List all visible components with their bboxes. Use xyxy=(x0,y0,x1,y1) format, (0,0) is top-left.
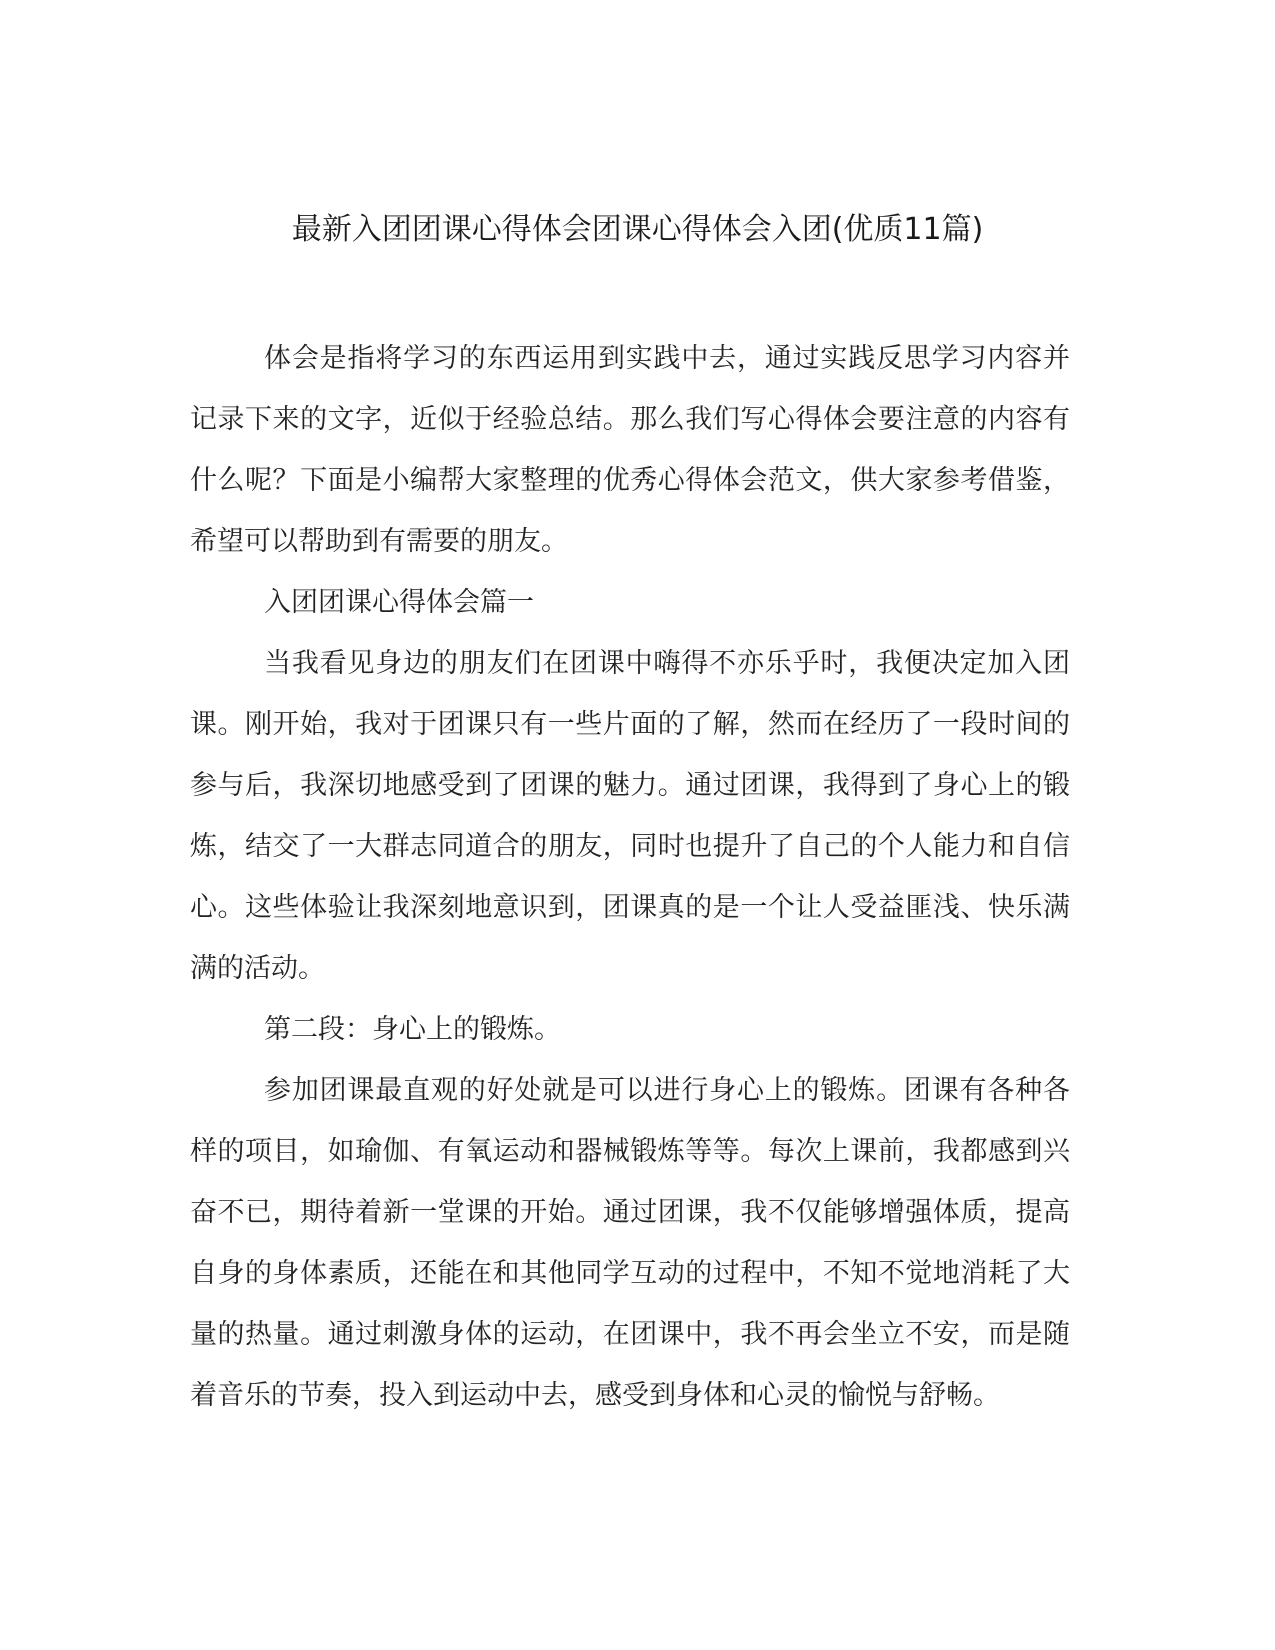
section-heading: 第二段：身心上的锻炼。 xyxy=(264,1014,561,1045)
section-heading: 入团团课心得体会篇一 xyxy=(264,587,534,618)
document-title: 最新入团团课心得体会团课心得体会入团(优质11篇) xyxy=(291,212,984,247)
body-paragraph: 参加团课最直观的好处就是可以进行身心上的锻炼。团课有各种各样的项目，如瑜伽、有氧运动和器械锻炼等等。每次上课前，我都感到兴奋不已，期待着新一堂课的开始。通过团课，我不仅能够增强体质，提高自身的身体素质，还能在和其他同学互动的过程中，不知不觉地消耗了大量的热量。通过刺激身体的运动，在团课中，我不再会坐立不安，而是随着音乐的节奏，投入到运动中去，感受到身体和心灵的愉悦与舒畅。 xyxy=(190,1075,1070,1411)
document-body xyxy=(190,328,1070,1426)
intro-paragraph: 体会是指将学习的东西运用到实践中去，通过实践反思学习内容并记录下来的文字，近似于经验总结。那么我们写心得体会要注意的内容有什么呢？下面是小编帮大家整理的优秀心得体会范文，供大家参考借鉴，希望可以帮助到有需要的朋友。 xyxy=(190,343,1070,557)
body-paragraph: 当我看见身边的朋友们在团课中嗨得不亦乐乎时，我便决定加入团课。刚开始，我对于团课只有一些片面的了解，然而在经历了一段时间的参与后，我深切地感受到了团课的魅力。通过团课，我得到了身心上的锻炼，结交了一大群志同道合的朋友，同时也提升了自己的个人能力和自信心。这些体验让我深刻地意识到，团课真的是一个让人受益匪浅、快乐满满的活动。 xyxy=(190,648,1070,984)
